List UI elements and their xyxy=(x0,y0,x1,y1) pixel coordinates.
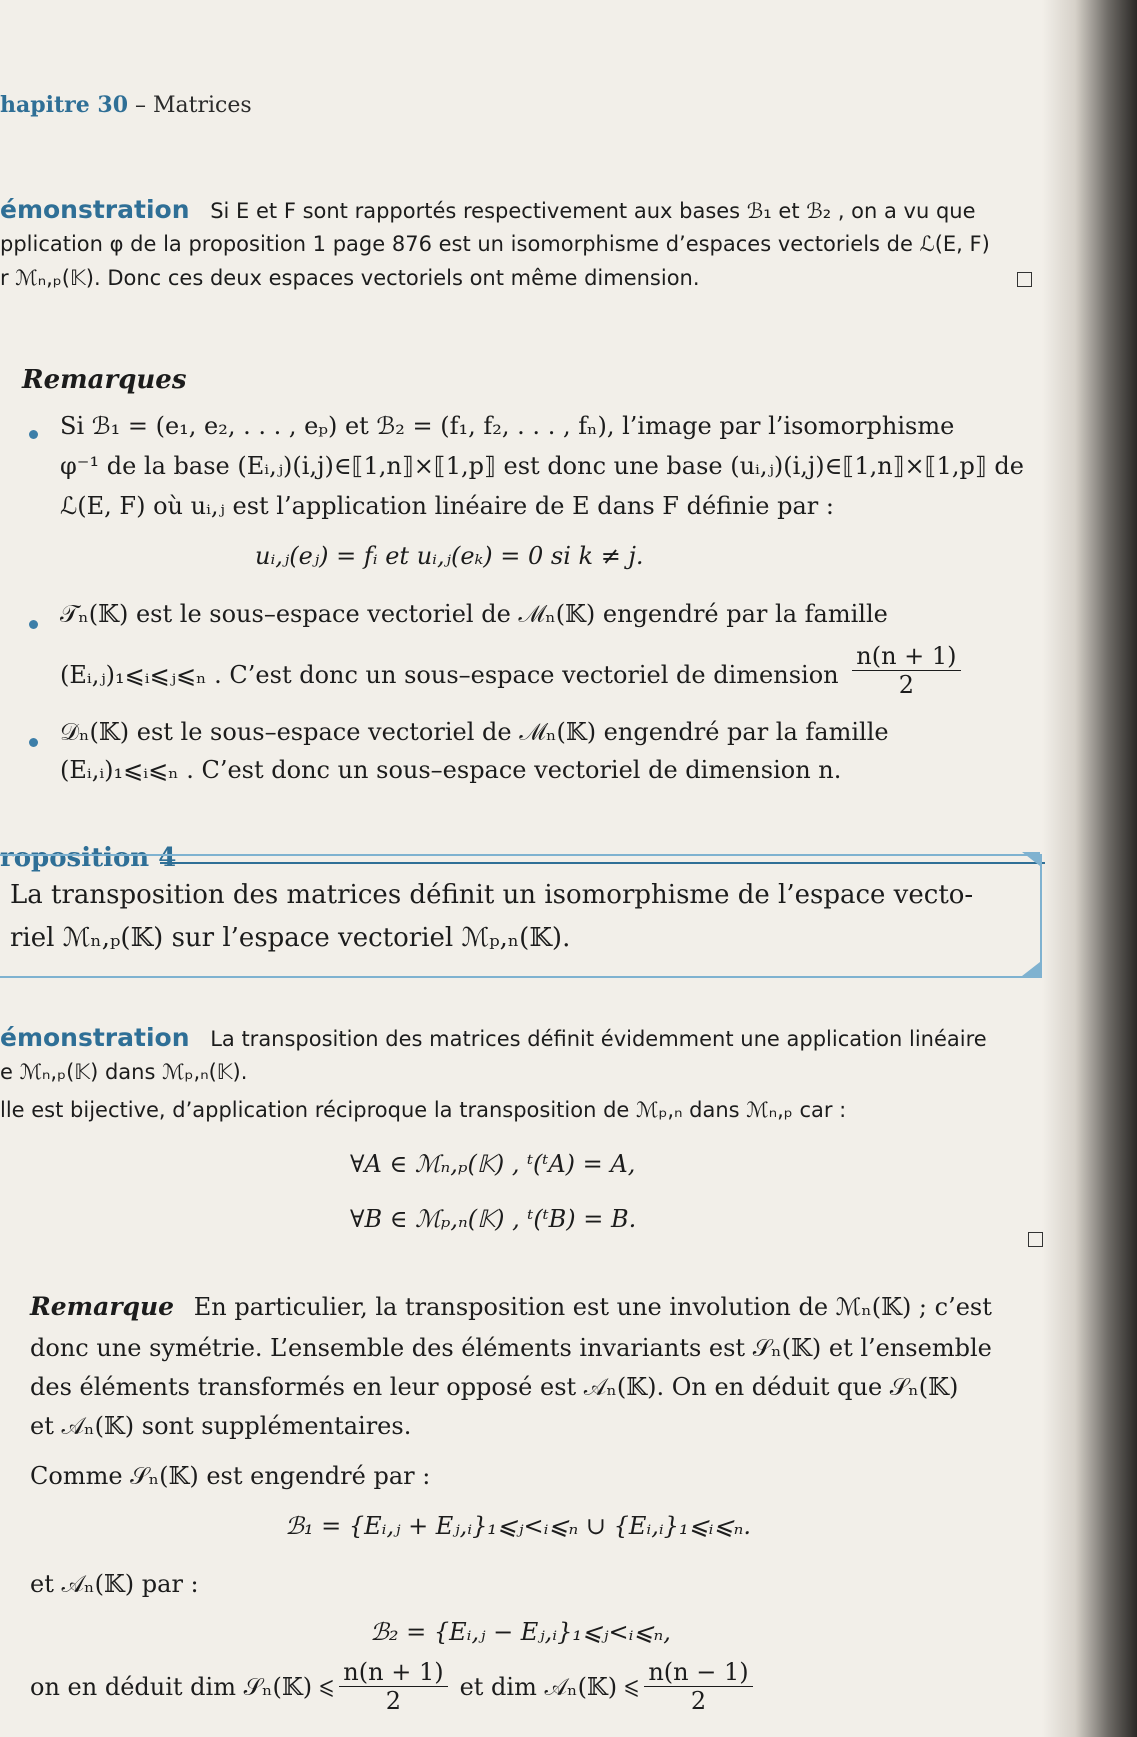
remarque-formula2: ℬ₂ = {Eᵢ,ⱼ − Eⱼ,ᵢ}₁⩽ⱼ<ᵢ⩽ₙ, xyxy=(370,1618,671,1646)
proposition-line1: La transposition des matrices définit un isomorphisme de l’espace vecto- xyxy=(10,880,974,910)
remark1-line3: ℒ(E, F) où uᵢ,ⱼ est l’application linéaire de E dans F définie par : xyxy=(60,492,834,520)
remarque-line4: et 𝒜ₙ(𝕂) sont supplémentaires. xyxy=(30,1412,412,1440)
qed-symbol xyxy=(1017,272,1032,287)
fraction xyxy=(339,1658,447,1715)
remark3-line2: (Eᵢ,ᵢ)₁⩽ᵢ⩽ₙ . C’est donc un sous–espace vectoriel de dimension n. xyxy=(60,756,842,784)
remarque-text7b: et dim 𝒜ₙ(𝕂) ⩽ xyxy=(459,1672,639,1701)
remarque-formula1: ℬ₁ = {Eᵢ,ⱼ + Eⱼ,ᵢ}₁⩽ⱼ<ᵢ⩽ₙ ∪ {Eᵢ,ᵢ}₁⩽ᵢ⩽ₙ. xyxy=(285,1512,751,1540)
remark2-line2 xyxy=(60,642,967,705)
remark3-line1: 𝒟ₙ(𝕂) est le sous–espace vectoriel de ℳₙ(𝕂) engendré par la famille xyxy=(60,718,889,746)
demo1-line1 xyxy=(0,195,976,224)
demo2-heading: émonstration xyxy=(0,1023,190,1052)
demo2-formula1: ∀A ∈ ℳₙ,ₚ(𝕂) , ᵗ(ᵗA) = A, xyxy=(350,1150,636,1178)
remark2-text: (Eᵢ,ⱼ)₁⩽ᵢ⩽ⱼ⩽ₙ . C’est donc un sous–espace vectoriel de dimension xyxy=(60,661,839,689)
running-header xyxy=(0,92,252,118)
demo2-formula2: ∀B ∈ ℳₚ,ₙ(𝕂) , ᵗ(ᵗB) = B. xyxy=(350,1205,637,1233)
remarque-line3: des éléments transformés en leur opposé est 𝒜ₙ(𝕂). On en déduit que 𝒮ₙ(𝕂) xyxy=(30,1373,959,1401)
fraction-denominator: 2 xyxy=(690,1687,707,1715)
remark2-line1: 𝒯ₙ(𝕂) est le sous–espace vectoriel de ℳₙ(𝕂) engendré par la famille xyxy=(60,600,888,628)
demo2-line1 xyxy=(0,1023,987,1052)
demo1-line3: r ℳₙ,ₚ(𝕂). Donc ces deux espaces vectoriels ont même dimension. xyxy=(0,266,700,290)
demo1-line2: pplication φ de la proposition 1 page 876 est un isomorphisme d’espaces vectoriels de ℒ(E, F) xyxy=(0,232,990,256)
header-separator: – xyxy=(128,93,154,118)
demo1-heading: émonstration xyxy=(0,195,190,224)
remarque-text7a: on en déduit dim 𝒮ₙ(𝕂) ⩽ xyxy=(30,1672,334,1701)
box-corner-decoration xyxy=(1022,962,1040,976)
bullet-icon xyxy=(29,620,38,629)
fraction-denominator: 2 xyxy=(385,1687,402,1715)
remark1-line1: Si ℬ₁ = (e₁, e₂, . . . , eₚ) et ℬ₂ = (f₁, f₂, . . . , fₙ), l’image par l’isomorphisme xyxy=(60,412,955,440)
demo2-text1: La transposition des matrices définit évidemment une application linéaire xyxy=(210,1027,987,1051)
proposition-line2: riel ℳₙ,ₚ(𝕂) sur l’espace vectoriel ℳₚ,ₙ(𝕂). xyxy=(10,923,571,953)
qed-symbol xyxy=(1028,1232,1043,1247)
remarque-line5: Comme 𝒮ₙ(𝕂) est engendré par : xyxy=(30,1462,431,1490)
remark1-line2: φ⁻¹ de la base (Eᵢ,ⱼ)(i,j)∈⟦1,n⟧×⟦1,p⟧ est donc une base (uᵢ,ⱼ)(i,j)∈⟦1,n⟧×⟦1,p⟧ de xyxy=(60,452,1024,480)
remarque-line7 xyxy=(30,1658,759,1715)
bullet-icon xyxy=(29,430,38,439)
chapter-label: hapitre 30 xyxy=(0,92,129,118)
fraction xyxy=(644,1658,752,1715)
fraction-numerator: n(n − 1) xyxy=(644,1658,752,1687)
demo2-line2: e ℳₙ,ₚ(𝕂) dans ℳₚ,ₙ(𝕂). xyxy=(0,1060,248,1084)
demo2-line3: lle est bijective, d’application réciproque la transposition de ℳₚ,ₙ dans ℳₙ,ₚ car : xyxy=(0,1098,847,1122)
proposition-box xyxy=(0,854,1042,978)
remarques-title: Remarques xyxy=(22,365,187,395)
fraction-denominator: 2 xyxy=(898,671,915,699)
remarque-line6: et 𝒜ₙ(𝕂) par : xyxy=(30,1570,199,1598)
remarque-line1 xyxy=(30,1292,992,1321)
proposition-title: roposition 4 xyxy=(0,843,177,873)
remark1-formula: uᵢ,ⱼ(eⱼ) = fᵢ et uᵢ,ⱼ(eₖ) = 0 si k ≠ j. xyxy=(255,542,644,570)
fraction xyxy=(852,642,960,699)
fraction-numerator: n(n + 1) xyxy=(339,1658,447,1687)
remarque-text1: En particulier, la transposition est une involution de ℳₙ(𝕂) ; c’est xyxy=(193,1293,992,1321)
bullet-icon xyxy=(29,738,38,747)
remarque-title: Remarque xyxy=(30,1292,175,1321)
demo1-text1: Si E et F sont rapportés respectivement aux bases ℬ₁ et ℬ₂ , on a vu que xyxy=(210,199,976,223)
fraction-numerator: n(n + 1) xyxy=(852,642,960,671)
chapter-title: Matrices xyxy=(153,93,252,118)
box-corner-decoration xyxy=(1022,852,1040,866)
page-edge-shadow xyxy=(1042,0,1137,1737)
remarque-line2: donc une symétrie. L’ensemble des éléments invariants est 𝒮ₙ(𝕂) et l’ensemble xyxy=(30,1334,992,1362)
